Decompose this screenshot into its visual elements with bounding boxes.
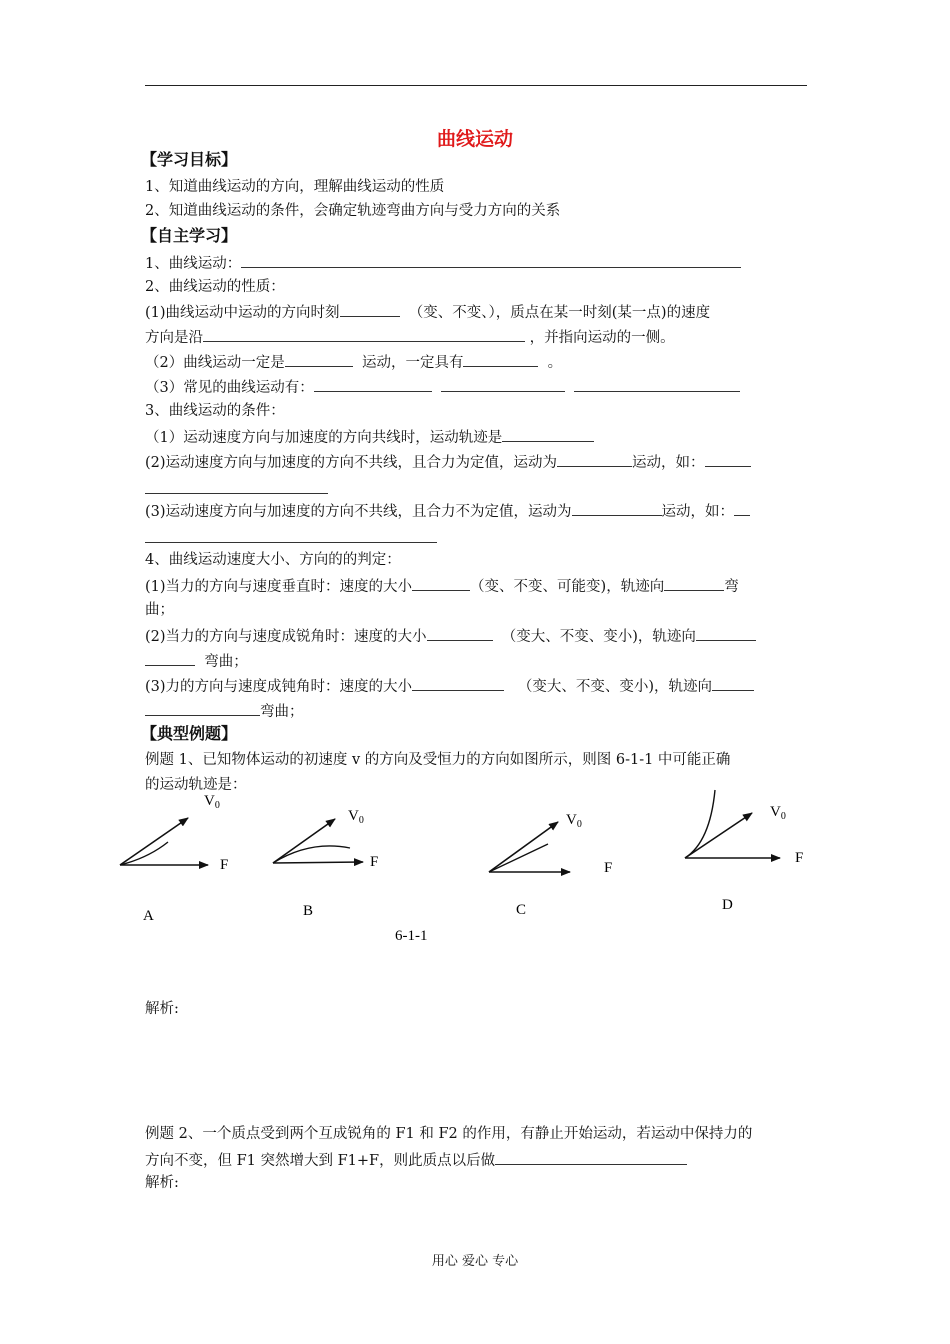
item-4-2-text: (2)当力的方向与速度成锐角时：速度的大小 — [145, 629, 427, 645]
option-a-diagram — [120, 793, 228, 924]
item-1 — [145, 252, 741, 274]
item-4-1-cont: 曲； — [145, 602, 174, 618]
v0-label: $V_0$ — [566, 812, 582, 830]
fill-blank[interactable] — [664, 575, 724, 591]
item-2-2-text: 。 — [547, 355, 563, 371]
item-4-3-text: (3)力的方向与速度成钝角时：速度的大小 — [145, 679, 413, 695]
item-3-2-text: 运动，如： — [632, 455, 705, 471]
trajectory-line — [489, 844, 548, 872]
item-3-3-text: (3)运动速度方向与加速度的方向不共线，且合力不为定值，运动为 — [145, 504, 572, 520]
item-4-3-cont — [145, 700, 304, 722]
heading-learning-goals: 【学习目标】 — [141, 150, 238, 169]
fill-blank[interactable] — [145, 650, 195, 666]
fill-blank[interactable] — [574, 376, 740, 392]
fill-blank[interactable] — [495, 1149, 687, 1165]
item-4: 4、曲线运动速度大小、方向的的判定： — [145, 552, 401, 568]
item-4-2-cont — [145, 650, 248, 672]
item-4-1-text: (1)当力的方向与速度垂直时：速度的大小 — [145, 579, 413, 595]
velocity-arrow — [685, 813, 752, 858]
figure-caption: 6-1-1 — [395, 928, 428, 944]
fill-blank[interactable] — [502, 426, 594, 442]
item-4-1-text: （变、不变、可能变)，轨迹向 — [470, 579, 665, 595]
trajectory-curve — [120, 842, 168, 865]
fill-blank[interactable] — [203, 326, 525, 342]
header-rule — [145, 85, 807, 86]
item-2-3-text: （3）常见的曲线运动有： — [145, 380, 314, 396]
option-c-label: C — [516, 902, 527, 918]
fill-blank[interactable] — [712, 675, 754, 691]
item-2-1-text: ，并指向运动的一侧。 — [529, 330, 675, 346]
answer-line[interactable] — [145, 542, 437, 543]
page-footer: 用心 爱心 专心 — [431, 1254, 519, 1269]
fill-blank[interactable] — [572, 500, 662, 516]
example-2-line-1: 例题 2、一个质点受到两个互成锐角的 F1 和 F2 的作用，有静止开始运动，若运动中保持力的 — [145, 1126, 753, 1142]
fill-blank[interactable] — [412, 675, 504, 691]
option-b-label: B — [303, 903, 314, 919]
goal-1: 1、知道曲线运动的方向，理解曲线运动的性质 — [145, 179, 445, 195]
example-1-line-2: 的运动轨迹是： — [145, 777, 247, 793]
velocity-arrow — [120, 818, 188, 865]
option-d-label: D — [722, 897, 733, 913]
item-2-3 — [145, 376, 740, 398]
example-2-text: 方向不变，但 F1 突然增大到 F1+F，则此质点以后做 — [145, 1153, 496, 1169]
fill-blank[interactable] — [340, 301, 400, 317]
answer-line[interactable] — [145, 493, 328, 494]
item-3-3 — [145, 500, 750, 522]
velocity-arrow — [273, 819, 335, 863]
fill-blank[interactable] — [285, 351, 353, 367]
fill-blank[interactable] — [463, 351, 538, 367]
analysis-1-label: 解析: — [145, 1001, 179, 1017]
heading-examples: 【典型例题】 — [141, 724, 238, 743]
figure-6-1-1 — [100, 780, 860, 950]
fill-blank[interactable] — [557, 451, 632, 467]
option-c-diagram — [489, 812, 612, 918]
fill-blank[interactable] — [314, 376, 432, 392]
option-d-diagram — [685, 790, 803, 913]
goal-2: 2、知道曲线运动的条件，会确定轨迹弯曲方向与受力方向的关系 — [145, 203, 561, 219]
item-4-3-text: （变大、不变、变小)，轨迹向 — [517, 679, 713, 695]
force-arrow — [273, 862, 363, 863]
item-3-2-text: (2)运动速度方向与加速度的方向不共线，且合力为定值，运动为 — [145, 455, 558, 471]
example-1-line-1: 例题 1、已知物体运动的初速度 v 的方向及受恒力的方向如图所示，则图 6-1-1 中可能正确 — [145, 752, 731, 768]
fill-blank[interactable] — [427, 625, 493, 641]
option-b-diagram — [273, 808, 378, 919]
f-label: F — [795, 850, 804, 866]
item-4-1 — [145, 575, 739, 597]
fill-blank[interactable] — [734, 500, 750, 516]
item-3-3-text: 运动，如： — [661, 504, 735, 520]
f-label: F — [220, 857, 229, 873]
fill-blank[interactable] — [412, 575, 470, 591]
item-4-1-text: 弯 — [724, 579, 739, 595]
option-a-label: A — [143, 908, 154, 924]
item-4-2 — [145, 625, 756, 647]
item-2-1-cont — [145, 326, 675, 348]
fill-blank[interactable] — [705, 451, 751, 467]
velocity-arrow — [489, 822, 558, 872]
item-4-3 — [145, 675, 754, 697]
fill-blank[interactable] — [696, 625, 756, 641]
item-4-2-text: 弯曲； — [204, 654, 248, 670]
heading-self-study: 【自主学习】 — [141, 226, 238, 245]
v0-label: $V_0$ — [204, 793, 220, 811]
f-label: F — [370, 854, 379, 870]
item-2-1-text: (1)曲线运动中运动的方向时刻 — [145, 305, 340, 321]
item-2-1-text: 方向是沿 — [145, 330, 203, 346]
item-2-1-text: （变、不变、），质点在某一时刻(某一点)的速度 — [408, 305, 711, 321]
item-3-1-text: （1）运动速度方向与加速度的方向共线时，运动轨迹是 — [145, 430, 503, 446]
v0-label: $V_0$ — [348, 808, 364, 826]
item-4-3-text: 弯曲； — [260, 704, 304, 720]
item-3-1 — [145, 426, 594, 448]
item-4-2-text: （变大、不变、变小)，轨迹向 — [501, 629, 696, 645]
item-2-2-text: 运动，一定具有 — [361, 355, 464, 371]
item-2-2 — [145, 351, 562, 373]
item-2-1 — [145, 301, 710, 323]
item-2-2-text: （2）曲线运动一定是 — [145, 355, 285, 371]
example-2-line-2 — [145, 1149, 687, 1171]
v0-label: $V_0$ — [770, 804, 786, 822]
item-2: 2、曲线运动的性质： — [145, 279, 285, 295]
item-3: 3、曲线运动的条件： — [145, 403, 285, 419]
page-title: 曲线运动 — [436, 128, 513, 150]
fill-blank[interactable] — [241, 252, 741, 268]
fill-blank[interactable] — [145, 700, 260, 716]
fill-blank[interactable] — [441, 376, 565, 392]
f-label: F — [604, 860, 613, 876]
analysis-2-label: 解析: — [145, 1175, 179, 1191]
item-1-text: 1、曲线运动： — [145, 256, 242, 272]
item-3-2 — [145, 451, 751, 473]
